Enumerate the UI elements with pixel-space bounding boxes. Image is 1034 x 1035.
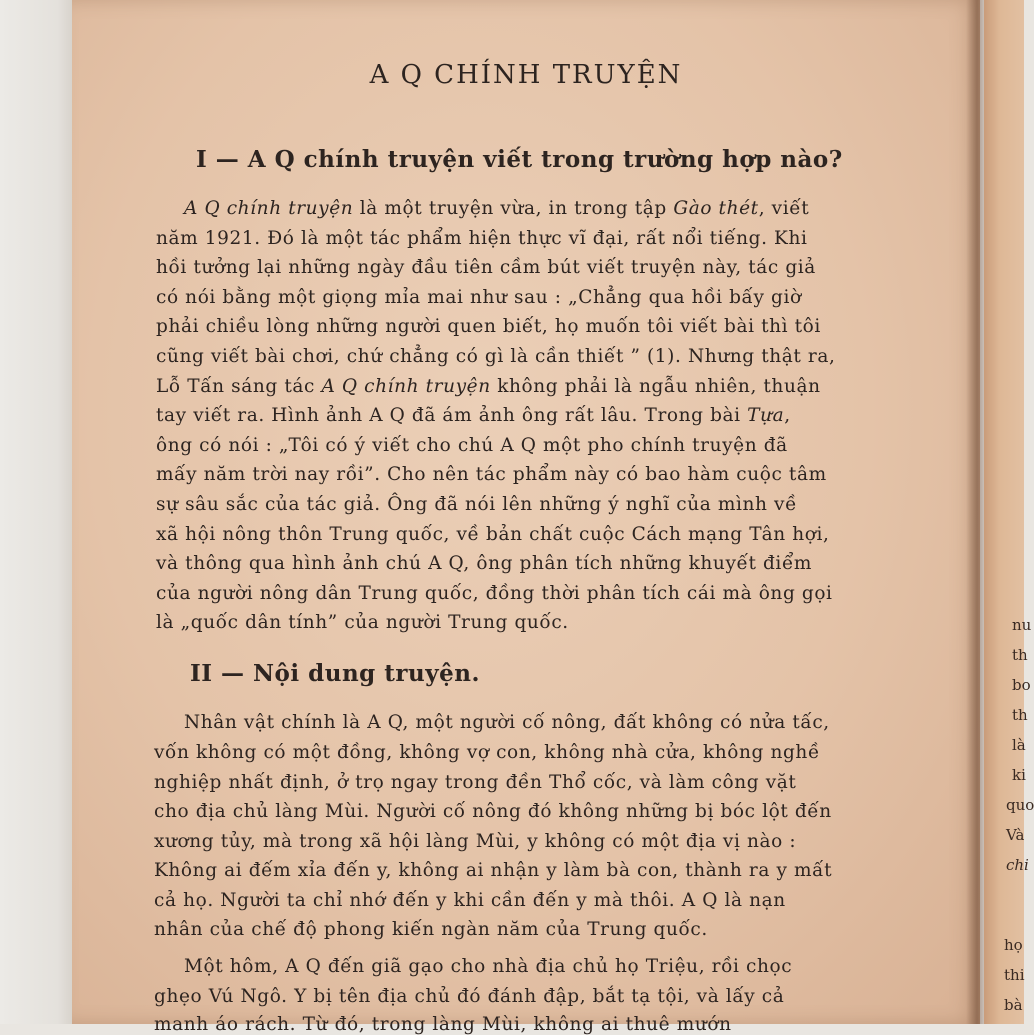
paragraph-line: phải chiều lòng những người quen biết, họ muốn tôi viết bài thì tôi [156, 316, 821, 337]
facing-page-fragment: nu [1012, 616, 1032, 634]
paragraph-line: của người nông dân Trung quốc, đồng thời phân tích cái mà ông gọi [156, 583, 833, 604]
paragraph-line: và thông qua hình ảnh chú A Q, ông phân tích những khuyết điểm [156, 553, 813, 574]
paragraph-line: ghẹo Vú Ngô. Y bị tên địa chủ đó đánh đập, bắt tạ tội, và lấy cả [154, 986, 785, 1007]
facing-page-fragment: quo [1006, 796, 1034, 814]
paragraph-line: Nhân vật chính là A Q, một người cố nông, đất không có nửa tấc, [184, 712, 830, 733]
facing-page-fragment: là [1012, 736, 1026, 754]
paragraph-line: hồi tưởng lại những ngày đầu tiên cầm bút viết truyện này, tác giả [156, 257, 816, 278]
paragraph-line: mấy năm trời nay rồi”. Cho nên tác phẩm này có bao hàm cuộc tâm [156, 464, 827, 485]
facing-page-fragment: th [1012, 706, 1028, 724]
facing-page-fragment: thi [1004, 966, 1025, 984]
paragraph-line: manh áo rách. Từ đó, trong làng Mùi, không ai thuê mướn [154, 1014, 732, 1035]
facing-page-fragment: ki [1012, 766, 1026, 784]
section-1-heading: I — A Q chính truyện viết trong trường hợp nào? [196, 146, 843, 173]
paragraph-line: xương tủy, mà trong xã hội làng Mùi, y không có một địa vị nào : [154, 831, 797, 852]
facing-page-fragment: Và [1006, 826, 1025, 844]
facing-page-fragment: bà [1004, 996, 1023, 1014]
facing-page [984, 0, 1034, 1024]
paragraph-line: xã hội nông thôn Trung quốc, về bản chất cuộc Cách mạng Tân hợi, [156, 524, 830, 545]
paragraph-line: cũng viết bài chơi, chứ chẳng có gì là cần thiết ” (1). Nhưng thật ra, [156, 346, 836, 367]
paragraph-line: Một hôm, A Q đến giã gạo cho nhà địa chủ họ Triệu, rồi chọc [184, 956, 793, 977]
paragraph-line: nghiệp nhất định, ở trọ ngay trong đền Thổ cốc, và làm công vặt [154, 772, 797, 793]
section-2-heading: II — Nội dung truyện. [190, 660, 480, 687]
facing-page-fragment: bo [1012, 676, 1031, 694]
facing-page-fragment: th [1012, 646, 1028, 664]
paragraph-line: cả họ. Người ta chỉ nhớ đến y khi cần đến y mà thôi. A Q là nạn [154, 890, 786, 911]
paragraph-line: là „quốc dân tính” của người Trung quốc. [156, 612, 569, 633]
paragraph-line: năm 1921. Đó là một tác phẩm hiện thực vĩ đại, rất nổi tiếng. Khi [156, 228, 808, 249]
paragraph-line: có nói bằng một giọng mỉa mai như sau : „Chẳng qua hồi bấy giờ [156, 287, 802, 308]
paragraph-line: Không ai đếm xỉa đến y, không ai nhận y làm bà con, thành ra y mất [154, 860, 833, 881]
paragraph-line: nhân của chế độ phong kiến ngàn năm của Trung quốc. [154, 919, 708, 940]
paragraph-line: vốn không có một đồng, không vợ con, không nhà cửa, không nghề [154, 742, 820, 763]
page-title: A Q CHÍNH TRUYỆN [369, 60, 683, 90]
paragraph-line: tay viết ra. Hình ảnh A Q đã ám ảnh ông rất lâu. Trong bài Tựa, [156, 405, 791, 426]
paragraph-line: ông có nói : „Tôi có ý viết cho chú A Q một pho chính truyện đã [156, 435, 788, 456]
facing-page-fragment: chi [1006, 856, 1029, 874]
book-page [72, 0, 980, 1035]
facing-page-fragment: họ [1004, 936, 1023, 954]
paragraph-line: A Q chính truyện là một truyện vừa, in trong tập Gào thét, viết [184, 198, 810, 219]
paragraph-line: cho địa chủ làng Mùi. Người cố nông đó không những bị bóc lột đến [154, 801, 832, 822]
paragraph-line: Lỗ Tấn sáng tác A Q chính truyện không phải là ngẫu nhiên, thuận [156, 376, 821, 397]
paragraph-line: sự sâu sắc của tác giả. Ông đã nói lên những ý nghĩ của mình về [156, 494, 798, 515]
background-margin [0, 0, 72, 1024]
